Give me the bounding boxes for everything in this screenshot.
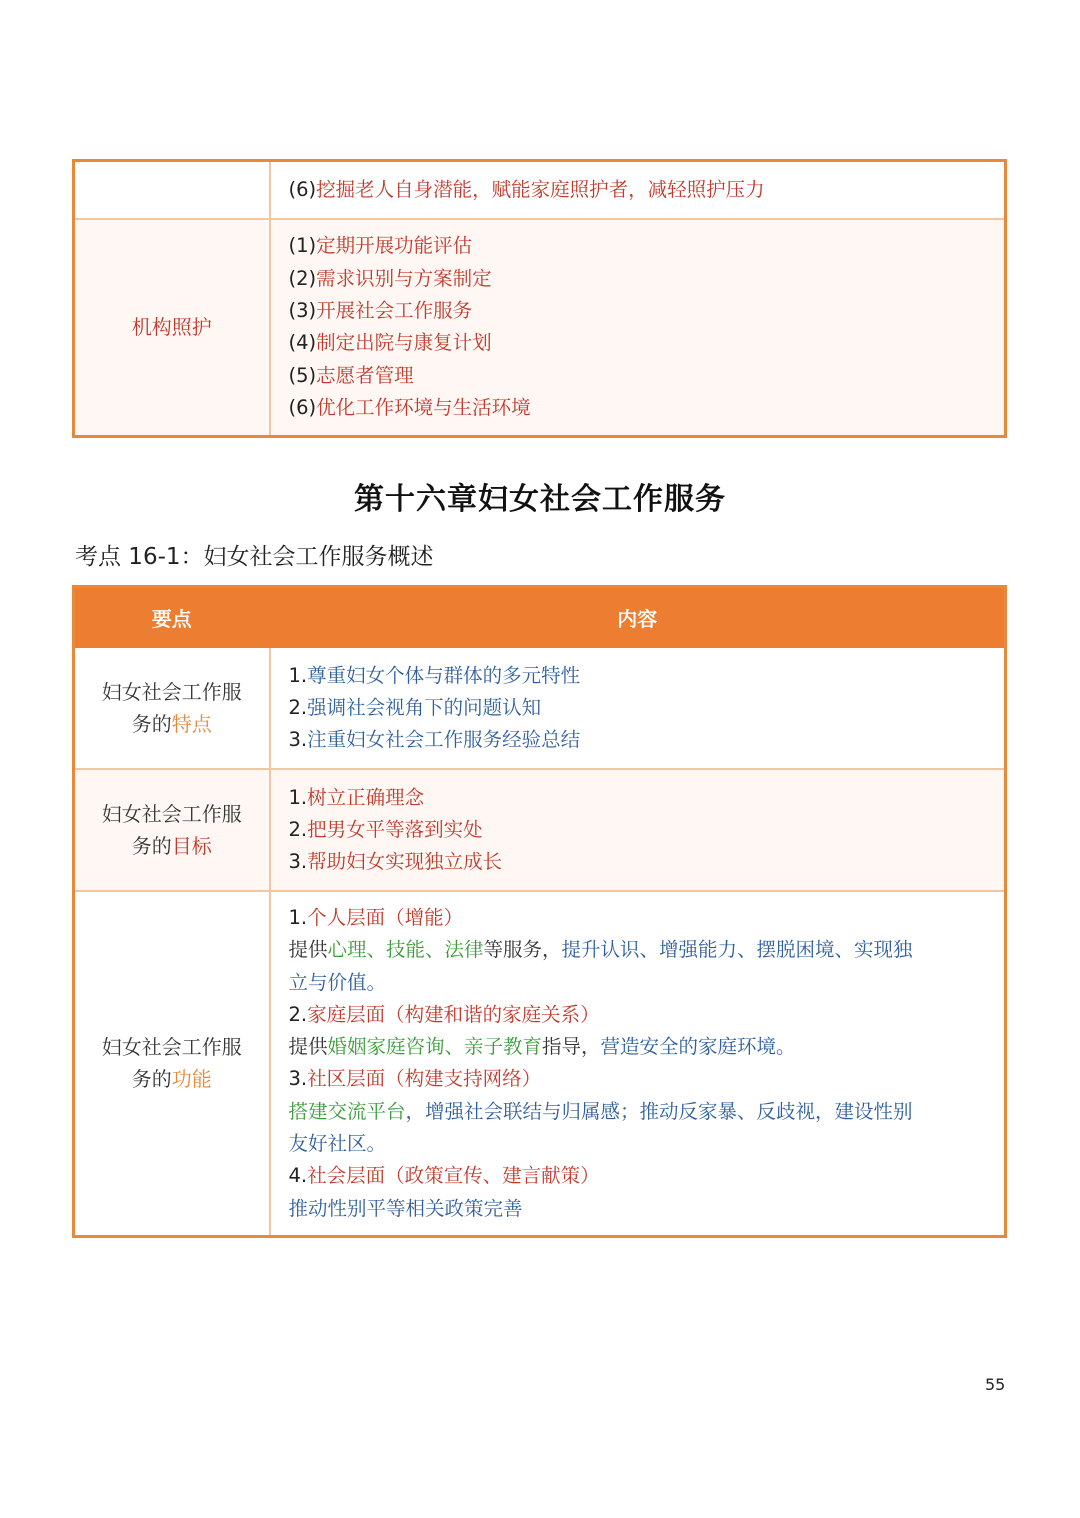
content-segment: 制定出院与康复计划 bbox=[316, 331, 492, 355]
content-segment: 强调社会视角下的问题认知 bbox=[307, 695, 542, 719]
content-segment: 搭建交流平台 bbox=[288, 1099, 406, 1123]
content-line bbox=[289, 360, 987, 392]
table-row bbox=[74, 647, 1006, 769]
content-line bbox=[289, 1128, 987, 1160]
content-segment: 需求识别与方案制定 bbox=[316, 266, 492, 290]
content-segment: 优化工作环境与生活环境 bbox=[316, 395, 531, 419]
content-segment: (5) bbox=[288, 363, 317, 387]
row-key bbox=[74, 769, 270, 891]
content-line bbox=[289, 327, 987, 359]
key-line: 妇女社会工作服 bbox=[101, 680, 242, 704]
content-segment: 提供 bbox=[288, 938, 328, 962]
row-key bbox=[74, 219, 270, 437]
content-line bbox=[289, 174, 987, 206]
table-row bbox=[74, 219, 1006, 437]
row-content bbox=[270, 161, 1006, 219]
content-line bbox=[289, 660, 987, 692]
content-segment: 挖掘老人自身潜能，赋能家庭照护者，减轻照护压力 bbox=[316, 177, 765, 201]
key-label: 机构照护 bbox=[131, 315, 212, 340]
content-segment: 社区层面（构建支持网络） bbox=[307, 1067, 542, 1091]
key-line: 妇女社会工作服 bbox=[101, 802, 242, 826]
content-segment: 树立正确理念 bbox=[307, 785, 425, 809]
content-line bbox=[289, 846, 987, 878]
row-content bbox=[270, 219, 1006, 437]
section-title: 考点 16-1：妇女社会工作服务概述 bbox=[75, 544, 434, 570]
content-segment: 友好社区。 bbox=[288, 1132, 387, 1156]
content-segment: 志愿者管理 bbox=[316, 363, 414, 387]
women-social-work-table bbox=[72, 585, 1007, 1238]
content-segment: 注重妇女社会工作服务经验总结 bbox=[307, 728, 581, 752]
key-highlight: 功能 bbox=[171, 1067, 212, 1092]
content-segment: 3. bbox=[288, 1067, 308, 1091]
content-line bbox=[289, 1031, 987, 1063]
content-segment: 1. bbox=[288, 663, 308, 687]
content-segment: 提供 bbox=[288, 1035, 328, 1059]
content-segment: 个人层面（增能） bbox=[307, 906, 464, 929]
key-highlight: 特点 bbox=[171, 712, 212, 736]
content-segment: 社会层面（政策宣传、建言献策） bbox=[307, 1164, 600, 1188]
table-row bbox=[74, 161, 1006, 219]
page-number: 55 bbox=[985, 1375, 1006, 1394]
content-line bbox=[289, 230, 987, 262]
column-header-content: 内容 bbox=[270, 587, 1006, 648]
content-line bbox=[289, 1193, 987, 1225]
content-line bbox=[289, 1096, 987, 1128]
content-line bbox=[289, 392, 987, 424]
row-key bbox=[74, 891, 270, 1236]
key-line: 妇女社会工作服 bbox=[101, 1035, 242, 1060]
content-segment: (3) bbox=[288, 298, 317, 322]
key-prefix: 务的 bbox=[131, 834, 172, 858]
content-segment: 心理、技能、法律 bbox=[327, 938, 484, 962]
key-prefix: 务的 bbox=[131, 1067, 172, 1092]
row-content bbox=[270, 891, 1006, 1236]
key-highlight: 目标 bbox=[171, 834, 212, 858]
table-row bbox=[74, 769, 1006, 891]
content-segment: 推动性别平等相关政策完善 bbox=[288, 1196, 523, 1220]
care-table bbox=[72, 159, 1007, 438]
column-header-key-points: 要点 bbox=[74, 587, 270, 648]
content-segment: 2. bbox=[288, 1002, 308, 1026]
content-segment: 2. bbox=[288, 817, 308, 841]
content-segment: 等服务， bbox=[483, 938, 562, 962]
content-line bbox=[289, 724, 987, 756]
content-segment: (2) bbox=[288, 266, 317, 290]
table-header-row bbox=[74, 587, 1006, 648]
content-segment: ，增强社会联结与归属感；推动反家暴、反歧视，建设性别 bbox=[405, 1099, 913, 1123]
content-segment: 开展社会工作服务 bbox=[316, 298, 473, 322]
content-segment: 1. bbox=[288, 906, 308, 929]
content-segment: 1. bbox=[288, 785, 308, 809]
content-segment: 3. bbox=[288, 728, 308, 752]
content-segment: 把男女平等落到实处 bbox=[307, 817, 483, 841]
content-segment: 定期开展功能评估 bbox=[316, 234, 473, 258]
content-segment: (6) bbox=[288, 177, 317, 201]
row-key bbox=[74, 161, 270, 219]
row-content bbox=[270, 769, 1006, 891]
content-segment: 婚姻家庭咨询、亲子教育 bbox=[327, 1035, 543, 1059]
content-line bbox=[289, 295, 987, 327]
content-line bbox=[289, 1063, 987, 1095]
content-line bbox=[289, 263, 987, 295]
content-line bbox=[289, 934, 987, 966]
content-line bbox=[289, 692, 987, 724]
row-key bbox=[74, 647, 270, 769]
content-segment: 尊重妇女个体与群体的多元特性 bbox=[307, 663, 581, 687]
row-content bbox=[270, 647, 1006, 769]
content-segment: 4. bbox=[288, 1164, 308, 1188]
content-segment: (4) bbox=[288, 331, 317, 355]
content-segment: 帮助妇女实现独立成长 bbox=[307, 850, 503, 874]
content-line bbox=[289, 814, 987, 846]
content-segment: 营造安全的家庭环境。 bbox=[600, 1035, 796, 1059]
content-segment: 3. bbox=[288, 850, 308, 874]
key-prefix: 务的 bbox=[131, 712, 172, 736]
table-row bbox=[74, 891, 1006, 1236]
content-segment: 立与价值。 bbox=[288, 970, 387, 994]
content-line bbox=[289, 1160, 987, 1192]
content-segment: (6) bbox=[288, 395, 317, 419]
chapter-title: 第十六章妇女社会工作服务 bbox=[354, 482, 726, 517]
content-segment: (1) bbox=[288, 234, 317, 258]
content-segment: 2. bbox=[288, 695, 308, 719]
content-segment: 家庭层面（构建和谐的家庭关系） bbox=[307, 1002, 600, 1026]
content-line bbox=[289, 782, 987, 814]
content-line bbox=[289, 999, 987, 1031]
content-segment: 提升认识、增强能力、摆脱困境、实现独 bbox=[561, 938, 913, 962]
content-segment: 指导， bbox=[542, 1035, 601, 1059]
content-line bbox=[289, 967, 987, 999]
content-line bbox=[289, 902, 987, 934]
